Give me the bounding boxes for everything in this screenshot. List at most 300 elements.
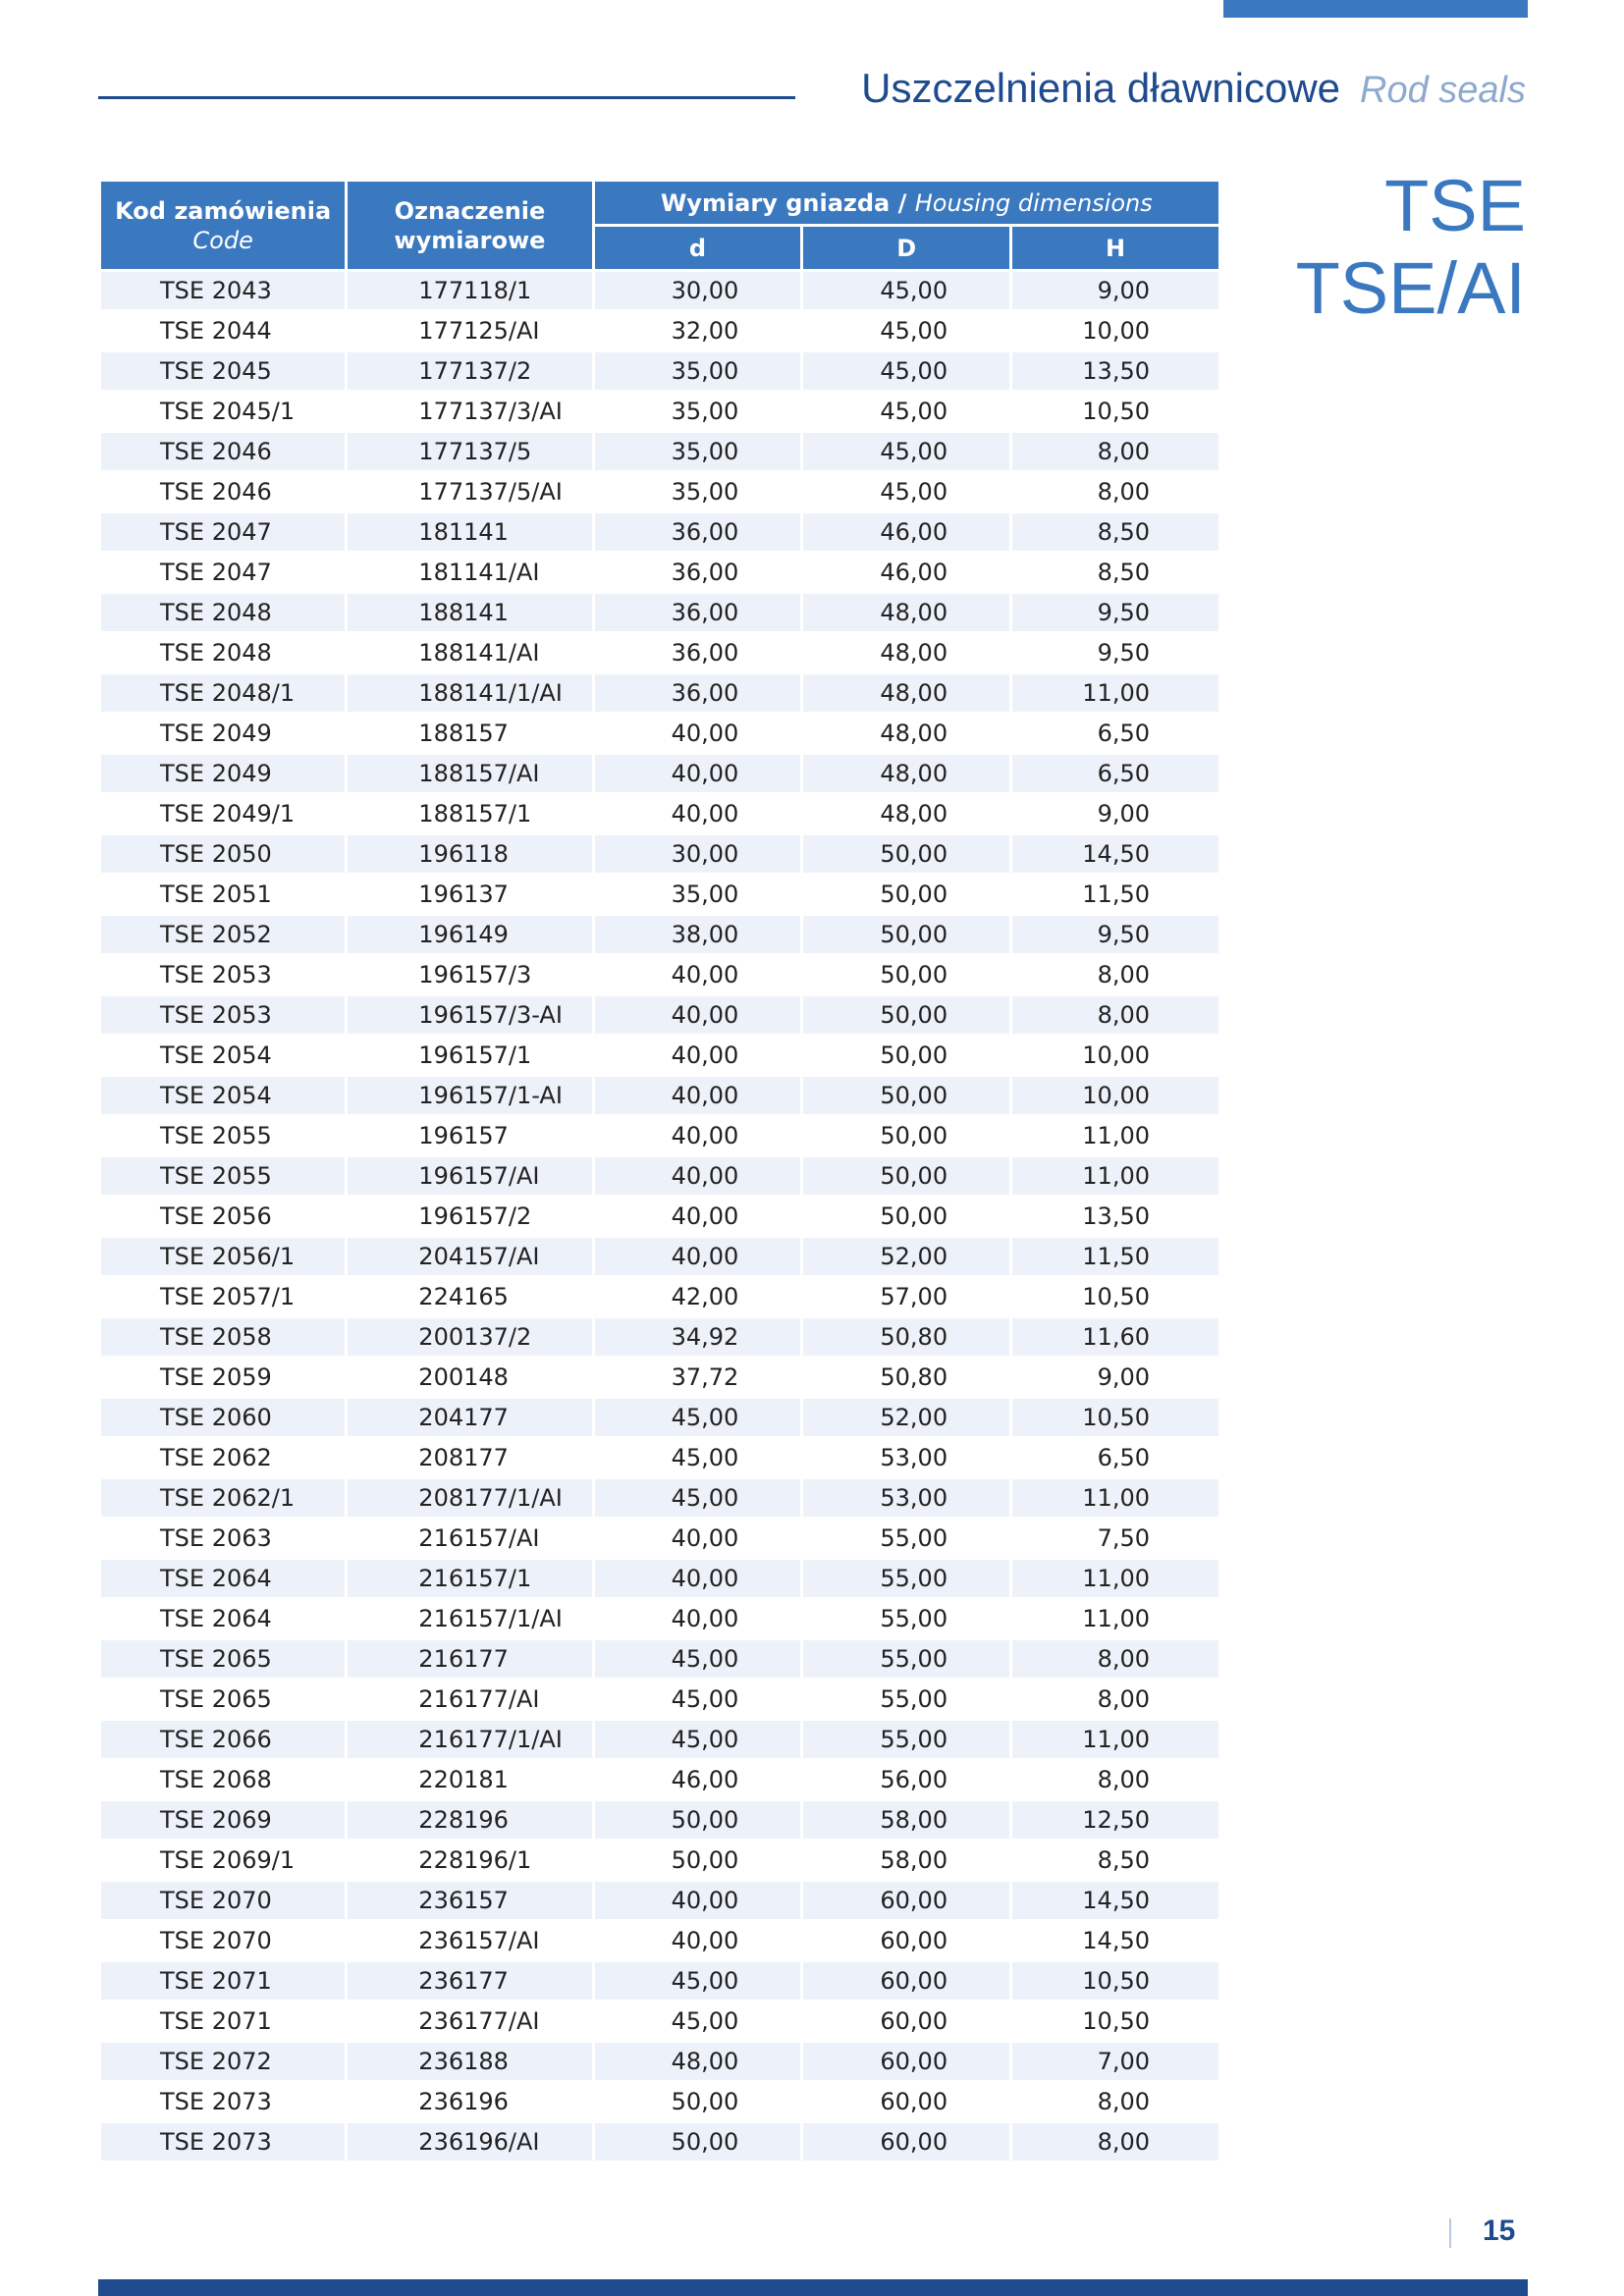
- cell-dim-d: 34,92: [595, 1318, 801, 1356]
- header-d: d: [595, 227, 801, 269]
- cell-dim-d: 37,72: [671, 1363, 739, 1391]
- cell-dim-d: 36,00: [671, 559, 739, 586]
- cell-dimension-designation: 188157/1: [418, 800, 532, 828]
- cell-dimension-designation: 181141/AI: [418, 559, 540, 586]
- table-row: [101, 1922, 1218, 1959]
- cell-order-code: TSE 2071: [160, 2007, 272, 2035]
- table-body: [101, 272, 1218, 2161]
- cell-dim-D: 50,80: [880, 1363, 948, 1391]
- cell-dim-D: 60,00: [880, 2088, 948, 2115]
- table-row: [101, 352, 1218, 390]
- cell-dim-d: 35,00: [595, 433, 801, 470]
- cell-dim-d: 40,00: [671, 1605, 739, 1632]
- cell-dim-H: 8,00: [1097, 961, 1150, 988]
- cell-dimension-designation: 196157/3: [418, 961, 532, 988]
- cell-order-code: TSE 2062: [160, 1444, 272, 1471]
- cell-dimension-designation: 177137/3/AI: [418, 398, 563, 425]
- cell-dim-D: 55,00: [880, 1605, 948, 1632]
- cell-dim-d: 45,00: [671, 2007, 739, 2035]
- cell-dim-d: 40,00: [671, 720, 739, 747]
- cell-dim-H: 11,60: [1012, 1318, 1218, 1356]
- cell-dim-d: 40,00: [671, 1524, 739, 1552]
- cell-dim-D: 50,00: [880, 1041, 948, 1069]
- cell-dim-d: 45,00: [595, 1721, 801, 1758]
- cell-dim-d: 40,00: [595, 1157, 801, 1195]
- cell-dimension-designation: 236196/AI: [348, 2123, 591, 2161]
- cell-dim-D: 50,00: [880, 1122, 948, 1149]
- cell-dim-H: 8,00: [1097, 1766, 1150, 1793]
- cell-dim-D: 48,00: [880, 639, 948, 667]
- cell-dim-D: 45,00: [803, 352, 1009, 390]
- cell-order-code: TSE 2045: [101, 352, 345, 390]
- cell-dim-H: 10,00: [1082, 1041, 1150, 1069]
- cell-dim-H: 9,00: [1097, 800, 1150, 828]
- cell-dim-H: 14,50: [1012, 835, 1218, 873]
- cell-dim-D: 55,00: [880, 1685, 948, 1713]
- table-row: [101, 1318, 1218, 1356]
- cell-dim-d: 30,00: [595, 835, 801, 873]
- cell-dim-D: 55,00: [880, 1524, 948, 1552]
- cell-dim-D: 50,00: [803, 996, 1009, 1034]
- cell-dim-H: 13,50: [1012, 352, 1218, 390]
- cell-dimension-designation: 188157: [418, 720, 509, 747]
- table-row: [101, 674, 1218, 712]
- cell-order-code: TSE 2056: [160, 1202, 272, 1230]
- cell-dim-d: 36,00: [595, 594, 801, 631]
- series-title-line2: TSE/AI: [1295, 247, 1526, 330]
- cell-dim-H: 9,00: [1012, 272, 1218, 309]
- table-row: [101, 1600, 1218, 1637]
- table-row: [101, 1117, 1218, 1154]
- cell-dim-D: 50,00: [803, 1157, 1009, 1195]
- header-group-en: Housing dimensions: [914, 188, 1153, 217]
- cell-order-code: TSE 2072: [101, 2043, 345, 2080]
- cell-dimension-designation: 216177/AI: [418, 1685, 540, 1713]
- cell-dim-d: 35,00: [671, 478, 739, 506]
- cell-order-code: TSE 2057/1: [160, 1283, 296, 1310]
- table-row: [101, 1721, 1218, 1758]
- table-row: [101, 1882, 1218, 1919]
- cell-order-code: TSE 2064: [101, 1560, 345, 1597]
- cell-order-code: TSE 2048/1: [101, 674, 345, 712]
- table-row: [101, 513, 1218, 551]
- cell-order-code: TSE 2052: [101, 916, 345, 953]
- cell-dim-d: 45,00: [671, 1444, 739, 1471]
- table-row: [101, 835, 1218, 873]
- cell-dimension-designation: 200137/2: [348, 1318, 591, 1356]
- cell-order-code: TSE 2050: [101, 835, 345, 873]
- cell-dim-D: 50,00: [880, 961, 948, 988]
- table-row: [101, 634, 1218, 671]
- cell-dim-H: 6,50: [1097, 720, 1150, 747]
- table-row: [101, 2002, 1218, 2040]
- cell-order-code: TSE 2071: [101, 1962, 345, 2000]
- cell-dim-H: 7,50: [1097, 1524, 1150, 1552]
- cell-order-code: TSE 2047: [160, 559, 272, 586]
- cell-order-code: TSE 2073: [160, 2088, 272, 2115]
- cell-dim-d: 40,00: [671, 1927, 739, 1954]
- cell-dim-d: 36,00: [595, 674, 801, 712]
- cell-dim-D: 53,00: [803, 1479, 1009, 1517]
- table-row: [101, 2123, 1218, 2161]
- cell-dim-H: 9,50: [1097, 639, 1150, 667]
- cell-dimension-designation: 177125/AI: [418, 317, 540, 345]
- cell-dimension-designation: 196157/1: [418, 1041, 532, 1069]
- cell-dim-D: 50,00: [803, 1077, 1009, 1114]
- cell-dim-D: 52,00: [803, 1238, 1009, 1275]
- bottom-accent-bar: [98, 2279, 1528, 2296]
- cell-order-code: TSE 2063: [160, 1524, 272, 1552]
- cell-dim-d: 45,00: [595, 1479, 801, 1517]
- cell-dim-d: 40,00: [595, 1882, 801, 1919]
- cell-dimension-designation: 204177: [348, 1399, 591, 1436]
- cell-dim-D: 52,00: [803, 1399, 1009, 1436]
- header-group-sep: /: [890, 188, 915, 217]
- cell-dim-d: 42,00: [671, 1283, 739, 1310]
- table-row: [101, 312, 1218, 349]
- cell-dimension-designation: 236157: [348, 1882, 591, 1919]
- cell-dimension-designation: 216157/AI: [418, 1524, 540, 1552]
- table-row: [101, 1560, 1218, 1597]
- cell-order-code: TSE 2048: [160, 639, 272, 667]
- table-row: [101, 1842, 1218, 1879]
- cell-dim-D: 48,00: [880, 800, 948, 828]
- cell-dim-H: 11,00: [1082, 1122, 1150, 1149]
- cell-dimension-designation: 196157/1-AI: [348, 1077, 591, 1114]
- header-dimension-designation: Oznaczenie wymiarowe: [348, 182, 591, 269]
- cell-dim-d: 40,00: [671, 961, 739, 988]
- table-row: [101, 1278, 1218, 1315]
- cell-order-code: TSE 2062/1: [101, 1479, 345, 1517]
- cell-dim-H: 14,50: [1082, 1927, 1150, 1954]
- cell-dim-H: 9,50: [1012, 594, 1218, 631]
- cell-dim-H: 11,00: [1012, 674, 1218, 712]
- cell-dim-D: 45,00: [880, 478, 948, 506]
- cell-order-code: TSE 2069/1: [160, 1846, 296, 1874]
- cell-dim-H: 10,50: [1082, 1283, 1150, 1310]
- table-row: [101, 1520, 1218, 1557]
- cell-dim-d: 40,00: [671, 800, 739, 828]
- cell-order-code: TSE 2053: [101, 996, 345, 1034]
- header-rule: [98, 96, 795, 99]
- cell-dim-d: 50,00: [595, 2123, 801, 2161]
- cell-dim-D: 48,00: [803, 674, 1009, 712]
- cell-order-code: TSE 2070: [101, 1882, 345, 1919]
- page-number-separator: [1449, 2218, 1451, 2248]
- cell-order-code: TSE 2051: [160, 881, 272, 908]
- cell-dim-d: 45,00: [671, 1685, 739, 1713]
- cell-dim-D: 55,00: [803, 1560, 1009, 1597]
- cell-order-code: TSE 2049: [101, 755, 345, 792]
- header-title-en: Rod seals: [1360, 70, 1526, 111]
- cell-dim-D: 50,00: [880, 1202, 948, 1230]
- cell-dim-d: 50,00: [671, 2088, 739, 2115]
- cell-order-code: TSE 2064: [160, 1605, 272, 1632]
- cell-dim-D: 60,00: [803, 2123, 1009, 2161]
- cell-dim-H: 14,50: [1012, 1882, 1218, 1919]
- cell-dim-D: 60,00: [880, 1927, 948, 1954]
- cell-dim-H: 10,00: [1082, 317, 1150, 345]
- cell-order-code: TSE 2054: [160, 1041, 272, 1069]
- cell-dimension-designation: 196137: [418, 881, 509, 908]
- header-group-pl: Wymiary gniazda: [660, 188, 891, 217]
- cell-dimension-designation: 188141/AI: [418, 639, 540, 667]
- cell-dim-D: 50,00: [803, 835, 1009, 873]
- cell-dim-D: 48,00: [803, 755, 1009, 792]
- header-D: D: [803, 227, 1009, 269]
- cell-dimension-designation: 177137/2: [348, 352, 591, 390]
- cell-dim-H: 9,00: [1097, 1363, 1150, 1391]
- header-code: [101, 182, 345, 269]
- header-code-pl: Kod zamówienia: [115, 196, 332, 225]
- cell-dimension-designation: 196118: [348, 835, 591, 873]
- table-row: [101, 272, 1218, 309]
- cell-dimension-designation: 236196: [418, 2088, 509, 2115]
- cell-dim-H: 10,50: [1012, 1962, 1218, 2000]
- cell-dimension-designation: 200148: [418, 1363, 509, 1391]
- cell-dim-d: 40,00: [671, 1041, 739, 1069]
- cell-order-code: TSE 2065: [160, 1685, 272, 1713]
- cell-dim-H: 10,00: [1012, 1077, 1218, 1114]
- table-row: [101, 876, 1218, 913]
- cell-dim-d: 35,00: [671, 398, 739, 425]
- cell-dim-D: 55,00: [803, 1640, 1009, 1678]
- cell-dim-d: 36,00: [595, 513, 801, 551]
- cell-dimension-designation: 236188: [348, 2043, 591, 2080]
- cell-dimension-designation: 236177/AI: [418, 2007, 540, 2035]
- cell-dim-d: 30,00: [595, 272, 801, 309]
- cell-dim-d: 48,00: [595, 2043, 801, 2080]
- cell-dim-d: 46,00: [671, 1766, 739, 1793]
- cell-dimension-designation: 188141/1/AI: [348, 674, 591, 712]
- cell-order-code: TSE 2046: [101, 433, 345, 470]
- cell-order-code: TSE 2054: [101, 1077, 345, 1114]
- cell-dimension-designation: 177137/5: [348, 433, 591, 470]
- cell-dim-D: 48,00: [803, 594, 1009, 631]
- page-header: [861, 65, 1526, 112]
- cell-dim-D: 60,00: [880, 2007, 948, 2035]
- table-row: [101, 1801, 1218, 1839]
- table-row: [101, 996, 1218, 1034]
- table-row: [101, 795, 1218, 832]
- cell-dim-d: 38,00: [595, 916, 801, 953]
- cell-order-code: TSE 2073: [101, 2123, 345, 2161]
- table-row: [101, 1238, 1218, 1275]
- table-row: [101, 1157, 1218, 1195]
- cell-dimension-designation: 224165: [418, 1283, 509, 1310]
- table-row: [101, 473, 1218, 510]
- cell-order-code: TSE 2066: [101, 1721, 345, 1758]
- cell-dim-d: 40,00: [671, 1202, 739, 1230]
- cell-dim-d: 35,00: [595, 352, 801, 390]
- cell-order-code: TSE 2058: [101, 1318, 345, 1356]
- table-row: [101, 1479, 1218, 1517]
- cell-dimension-designation: 196157/AI: [348, 1157, 591, 1195]
- cell-dim-d: 40,00: [595, 1238, 801, 1275]
- cell-dim-H: 9,50: [1012, 916, 1218, 953]
- cell-dim-D: 50,00: [803, 916, 1009, 953]
- cell-dimension-designation: 216177: [348, 1640, 591, 1678]
- cell-dim-D: 60,00: [803, 1882, 1009, 1919]
- cell-dim-d: 50,00: [595, 1801, 801, 1839]
- cell-dim-d: 32,00: [671, 317, 739, 345]
- table-row: [101, 2043, 1218, 2080]
- cell-dim-H: 8,50: [1012, 513, 1218, 551]
- cell-dim-H: 11,00: [1012, 1560, 1218, 1597]
- cell-dimension-designation: 177118/1: [348, 272, 591, 309]
- cell-dim-d: 36,00: [671, 639, 739, 667]
- cell-dim-d: 45,00: [595, 1399, 801, 1436]
- cell-dim-D: 58,00: [880, 1846, 948, 1874]
- dimensions-table: [98, 179, 1221, 2163]
- cell-dimension-designation: 188157/AI: [348, 755, 591, 792]
- cell-order-code: TSE 2045/1: [160, 398, 296, 425]
- cell-dimension-designation: 208177: [418, 1444, 509, 1471]
- cell-dim-H: 11,00: [1012, 1157, 1218, 1195]
- cell-dimension-designation: 177137/5/AI: [418, 478, 563, 506]
- series-title-line1: TSE: [1384, 165, 1526, 246]
- top-accent-bar: [1223, 0, 1528, 18]
- cell-dim-H: 13,50: [1082, 1202, 1150, 1230]
- table-row: [101, 1198, 1218, 1235]
- cell-dim-H: 8,50: [1097, 559, 1150, 586]
- table-row: [101, 755, 1218, 792]
- cell-order-code: TSE 2069: [101, 1801, 345, 1839]
- cell-dimension-designation: 216157/1/AI: [418, 1605, 563, 1632]
- cell-dimension-designation: 208177/1/AI: [348, 1479, 591, 1517]
- header-title-pl: Uszczelnienia dławnicowe: [861, 65, 1341, 111]
- header-code-en: Code: [192, 226, 253, 254]
- cell-dimension-designation: 236177: [348, 1962, 591, 2000]
- cell-dim-H: 11,00: [1012, 1721, 1218, 1758]
- table-row: [101, 594, 1218, 631]
- cell-dim-d: 40,00: [595, 755, 801, 792]
- cell-dimension-designation: 228196: [348, 1801, 591, 1839]
- cell-dim-H: 11,00: [1082, 1605, 1150, 1632]
- cell-dim-D: 50,00: [880, 881, 948, 908]
- cell-dim-D: 46,00: [803, 513, 1009, 551]
- cell-dimension-designation: 220181: [418, 1766, 509, 1793]
- cell-dim-H: 8,00: [1097, 2088, 1150, 2115]
- cell-dim-D: 50,80: [803, 1318, 1009, 1356]
- cell-order-code: TSE 2070: [160, 1927, 272, 1954]
- table-row: [101, 1037, 1218, 1074]
- cell-order-code: TSE 2068: [160, 1766, 272, 1793]
- table-row: [101, 1761, 1218, 1798]
- cell-dim-H: 8,00: [1012, 1640, 1218, 1678]
- cell-dimension-designation: 188141: [348, 594, 591, 631]
- cell-dim-H: 7,00: [1012, 2043, 1218, 2080]
- cell-dim-H: 8,00: [1012, 2123, 1218, 2161]
- cell-dim-d: 40,00: [595, 1560, 801, 1597]
- table-row: [101, 1359, 1218, 1396]
- cell-dim-H: 11,50: [1082, 881, 1150, 908]
- cell-dim-d: 50,00: [671, 1846, 739, 1874]
- cell-order-code: TSE 2043: [101, 272, 345, 309]
- cell-dimension-designation: 181141: [348, 513, 591, 551]
- cell-dim-d: 40,00: [595, 1077, 801, 1114]
- cell-order-code: TSE 2055: [101, 1157, 345, 1195]
- cell-order-code: TSE 2065: [101, 1640, 345, 1678]
- cell-order-code: TSE 2053: [160, 961, 272, 988]
- cell-dim-H: 8,00: [1097, 478, 1150, 506]
- cell-order-code: TSE 2047: [101, 513, 345, 551]
- cell-dim-d: 45,00: [595, 1962, 801, 2000]
- table-row: [101, 1399, 1218, 1436]
- cell-dimension-designation: 216157/1: [348, 1560, 591, 1597]
- cell-order-code: TSE 2060: [101, 1399, 345, 1436]
- cell-dim-H: 11,00: [1012, 1479, 1218, 1517]
- cell-dim-D: 45,00: [880, 398, 948, 425]
- cell-dim-D: 45,00: [803, 272, 1009, 309]
- cell-dim-d: 45,00: [595, 1640, 801, 1678]
- cell-dimension-designation: 236157/AI: [418, 1927, 540, 1954]
- table-row: [101, 916, 1218, 953]
- table-row: [101, 1681, 1218, 1718]
- cell-dim-d: 40,00: [595, 996, 801, 1034]
- cell-dim-d: 40,00: [671, 1122, 739, 1149]
- cell-dim-H: 11,50: [1012, 1238, 1218, 1275]
- cell-order-code: TSE 2044: [160, 317, 272, 345]
- table-row: [101, 393, 1218, 430]
- cell-dim-d: 35,00: [671, 881, 739, 908]
- cell-dim-D: 48,00: [880, 720, 948, 747]
- cell-dim-D: 53,00: [880, 1444, 948, 1471]
- table-row: [101, 2083, 1218, 2120]
- cell-dim-H: 6,50: [1012, 755, 1218, 792]
- cell-order-code: TSE 2049: [160, 720, 272, 747]
- cell-order-code: TSE 2046: [160, 478, 272, 506]
- cell-dim-H: 12,50: [1012, 1801, 1218, 1839]
- cell-dim-H: 6,50: [1097, 1444, 1150, 1471]
- cell-dim-H: 10,50: [1012, 1399, 1218, 1436]
- cell-dimension-designation: 196157/2: [418, 1202, 532, 1230]
- cell-order-code: TSE 2049/1: [160, 800, 296, 828]
- cell-dim-H: 8,50: [1097, 1846, 1150, 1874]
- table-row: [101, 1077, 1218, 1114]
- table-row: [101, 1640, 1218, 1678]
- table-row: [101, 1962, 1218, 2000]
- cell-dim-H: 8,00: [1012, 996, 1218, 1034]
- cell-dim-D: 45,00: [803, 433, 1009, 470]
- cell-dim-D: 55,00: [803, 1721, 1009, 1758]
- page-number: 15: [1483, 2215, 1516, 2247]
- cell-dim-H: 10,50: [1082, 2007, 1150, 2035]
- cell-dimension-designation: 196157: [418, 1122, 509, 1149]
- cell-dimension-designation: 204157/AI: [348, 1238, 591, 1275]
- table-row: [101, 1439, 1218, 1476]
- cell-dim-D: 57,00: [880, 1283, 948, 1310]
- cell-order-code: TSE 2056/1: [101, 1238, 345, 1275]
- cell-order-code: TSE 2055: [160, 1122, 272, 1149]
- series-title: [1296, 165, 1526, 331]
- cell-dimension-designation: 196149: [348, 916, 591, 953]
- cell-dim-H: 10,50: [1082, 398, 1150, 425]
- cell-dim-D: 58,00: [803, 1801, 1009, 1839]
- header-H: H: [1012, 227, 1218, 269]
- header-housing-dimensions: [595, 182, 1218, 224]
- cell-dim-H: 8,00: [1097, 1685, 1150, 1713]
- table-row: [101, 433, 1218, 470]
- cell-dim-H: 8,00: [1012, 433, 1218, 470]
- table-row: [101, 956, 1218, 993]
- cell-dimension-designation: 216177/1/AI: [348, 1721, 591, 1758]
- cell-dim-D: 45,00: [880, 317, 948, 345]
- cell-dimension-designation: 196157/3-AI: [348, 996, 591, 1034]
- cell-dim-D: 56,00: [880, 1766, 948, 1793]
- table-row: [101, 554, 1218, 591]
- cell-order-code: TSE 2048: [101, 594, 345, 631]
